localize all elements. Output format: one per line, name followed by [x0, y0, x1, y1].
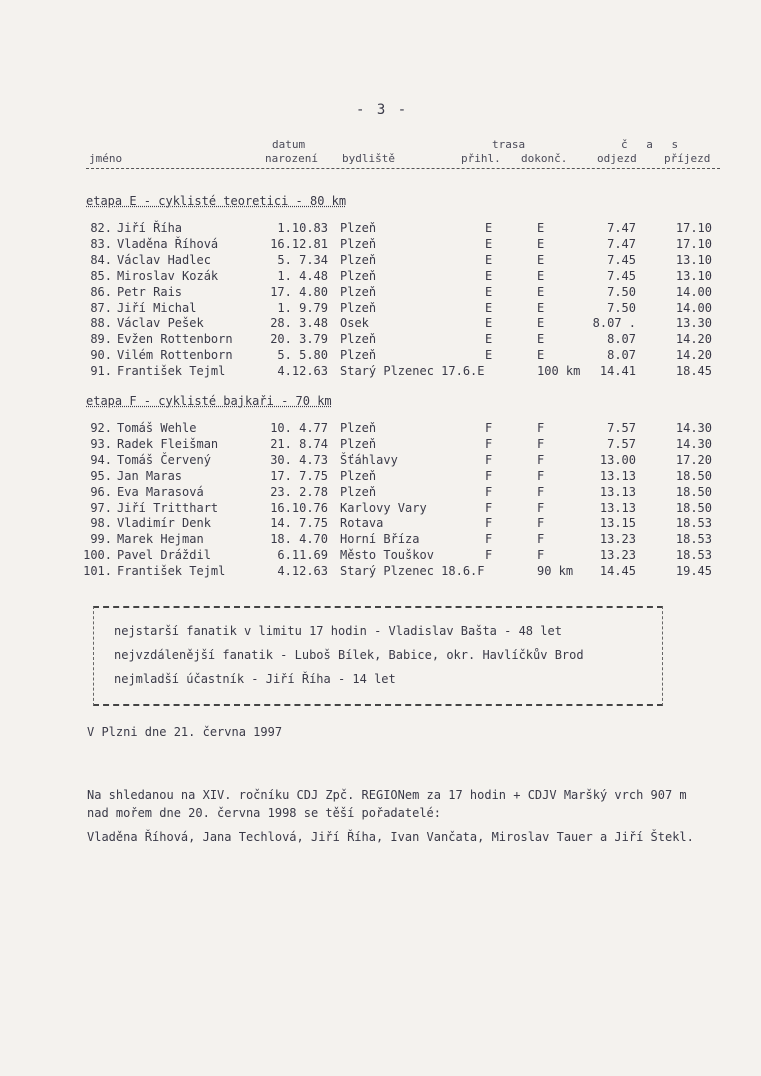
residence: Plzeň: [340, 284, 377, 299]
birth-date: 1. 4.48: [277, 268, 328, 283]
birth-date: 17. 7.75: [270, 468, 328, 483]
participant-number: 82.: [90, 221, 112, 235]
departure-time: 13.13: [599, 468, 636, 483]
participant-name: Radek Fleišman: [117, 436, 219, 451]
route-finished: F: [537, 452, 545, 467]
route-finished: 90 km: [537, 564, 574, 579]
participant-name: Jiří Michal: [117, 300, 197, 315]
residence: Plzeň: [340, 468, 377, 483]
header-date-top: datum: [272, 138, 306, 151]
table-row: [0, 364, 761, 381]
table-row: [0, 301, 761, 318]
arrival-time: 14.00: [675, 284, 712, 299]
participant-number: 86.: [90, 284, 112, 299]
birth-date: 17. 4.80: [270, 284, 328, 299]
departure-time: 7.50: [607, 284, 636, 299]
participant-number: 100.: [83, 548, 112, 563]
arrival-time: 14.30: [675, 436, 712, 451]
table-row: [0, 437, 761, 454]
table-row: [0, 253, 761, 270]
route-finished: E: [537, 236, 545, 251]
table-row: [0, 221, 761, 238]
departure-time: 13.23: [599, 548, 636, 563]
header-time-arr: příjezd: [664, 152, 711, 165]
participant-number: 90.: [90, 348, 112, 363]
participant-name: Jiří Říha: [117, 221, 183, 235]
arrival-time: 18.53: [675, 532, 712, 547]
participant-name: Vladěna Říhová: [117, 236, 219, 251]
route-finished: F: [537, 484, 545, 499]
route-finished: F: [537, 516, 545, 531]
participant-name: Vladimír Denk: [117, 516, 211, 531]
birth-date: 16.10.76: [270, 500, 328, 515]
route-registered: E: [485, 284, 493, 299]
header-name: jméno: [89, 152, 123, 165]
departure-time: 7.57: [607, 436, 636, 451]
table-row: [0, 548, 761, 565]
table-row: [0, 316, 761, 333]
participant-name: Tomáš Červený: [117, 452, 211, 467]
arrival-time: 18.45: [675, 364, 712, 379]
table-row: [0, 332, 761, 349]
residence: Šťáhlavy: [340, 452, 398, 467]
header-route-fin: dokonč.: [521, 152, 568, 165]
participant-number: 89.: [90, 332, 112, 347]
departure-time: 14.45: [599, 564, 636, 579]
residence: Plzeň: [340, 221, 377, 235]
residence: Karlovy Vary: [340, 500, 427, 515]
birth-date: 28. 3.48: [270, 316, 328, 331]
closing-line-1: Na shledanou na XIV. ročníku CDJ Zpč. REGIONem za 17 hodin + CDJV Maršký vrch 907 m: [87, 788, 687, 802]
residence: Plzeň: [340, 252, 377, 267]
route-finished: 100 km: [537, 364, 581, 379]
birth-date: 14. 7.75: [270, 516, 328, 531]
departure-time: 7.47: [607, 236, 636, 251]
participant-number: 101.: [83, 564, 112, 579]
route-registered: F: [485, 516, 493, 531]
participant-name: Jan Maras: [117, 468, 183, 483]
departure-time: 13.13: [599, 500, 636, 515]
route-finished: F: [537, 548, 545, 563]
residence: Starý Plzenec 17.6.E: [340, 364, 485, 379]
route-finished: E: [537, 221, 545, 235]
table-row: [0, 269, 761, 286]
participant-name: Jiří Tritthart: [117, 500, 219, 515]
closing-line-3: Vladěna Říhová, Jana Techlová, Jiří Říha, Ivan Vančata, Miroslav Tauer a Jiří Štekl.: [87, 830, 694, 844]
participant-name: Evžen Rottenborn: [117, 332, 233, 347]
box-oldest: nejstarší fanatik v limitu 17 hodin - Vladislav Bašta - 48 let: [114, 624, 562, 638]
box-youngest: nejmladší účastník - Jiří Říha - 14 let: [114, 672, 396, 686]
arrival-time: 13.10: [675, 268, 712, 283]
place-date: V Plzni dne 21. června 1997: [87, 725, 283, 739]
birth-date: 21. 8.74: [270, 436, 328, 451]
birth-date: 30. 4.73: [270, 452, 328, 467]
header-date-bottom: narození: [265, 152, 318, 165]
arrival-time: 14.00: [675, 300, 712, 315]
route-finished: E: [537, 316, 545, 331]
arrival-time: 18.50: [675, 484, 712, 499]
departure-time: 7.57: [607, 421, 636, 435]
route-registered: F: [485, 500, 493, 515]
route-finished: E: [537, 284, 545, 299]
route-registered: E: [485, 221, 493, 235]
departure-time: 8.07 .: [592, 316, 636, 331]
arrival-time: 19.45: [675, 564, 712, 579]
residence: Horní Bříza: [340, 532, 420, 547]
departure-time: 8.07: [607, 332, 636, 347]
participant-name: Marek Hejman: [117, 532, 204, 547]
birth-date: 1. 9.79: [277, 300, 328, 315]
participant-name: Václav Pešek: [117, 316, 204, 331]
birth-date: 4.12.63: [277, 364, 328, 379]
arrival-time: 14.30: [675, 421, 712, 435]
box-farthest: nejvzdálenější fanatik - Luboš Bílek, Babice, okr. Havlíčkův Brod: [114, 648, 584, 662]
route-registered: E: [485, 252, 493, 267]
route-finished: F: [537, 500, 545, 515]
residence: Plzeň: [340, 332, 377, 347]
participant-number: 93.: [90, 436, 112, 451]
participant-number: 92.: [90, 421, 112, 435]
participant-number: 99.: [90, 532, 112, 547]
departure-time: 13.15: [599, 516, 636, 531]
arrival-time: 13.10: [675, 252, 712, 267]
route-registered: E: [485, 348, 493, 363]
route-finished: F: [537, 421, 545, 435]
residence: Starý Plzenec 18.6.F: [340, 564, 485, 579]
table-row: [0, 237, 761, 254]
route-finished: E: [537, 348, 545, 363]
departure-time: 7.47: [607, 221, 636, 235]
residence: Plzeň: [340, 348, 377, 363]
records-box: [93, 606, 663, 706]
route-registered: E: [485, 300, 493, 315]
arrival-time: 18.50: [675, 500, 712, 515]
departure-time: 13.13: [599, 484, 636, 499]
birth-date: 5. 5.80: [277, 348, 328, 363]
participant-number: 88.: [90, 316, 112, 331]
participant-number: 98.: [90, 516, 112, 531]
table-row: [0, 485, 761, 502]
participant-number: 91.: [90, 364, 112, 379]
route-registered: F: [485, 436, 493, 451]
participant-name: Václav Hadlec: [117, 252, 211, 267]
route-registered: E: [485, 332, 493, 347]
participant-number: 84.: [90, 252, 112, 267]
table-row: [0, 285, 761, 302]
departure-time: 14.41: [599, 364, 636, 379]
arrival-time: 18.50: [675, 468, 712, 483]
route-registered: F: [485, 421, 493, 435]
arrival-time: 17.10: [675, 221, 712, 235]
header-route-top: trasa: [492, 138, 526, 151]
table-row: [0, 421, 761, 438]
table-row: [0, 501, 761, 518]
route-registered: F: [485, 548, 493, 563]
birth-date: 20. 3.79: [270, 332, 328, 347]
route-finished: E: [537, 300, 545, 315]
arrival-time: 14.20: [675, 332, 712, 347]
participant-name: Miroslav Kozák: [117, 268, 219, 283]
route-registered: F: [485, 452, 493, 467]
departure-time: 8.07: [607, 348, 636, 363]
route-finished: E: [537, 332, 545, 347]
participant-name: Eva Marasová: [117, 484, 204, 499]
route-registered: E: [485, 268, 493, 283]
participant-number: 83.: [90, 236, 112, 251]
arrival-time: 18.53: [675, 516, 712, 531]
page-number: - 3 -: [356, 102, 409, 118]
route-finished: F: [537, 436, 545, 451]
birth-date: 10. 4.77: [270, 421, 328, 435]
participant-name: František Tejml: [117, 564, 226, 579]
participant-number: 97.: [90, 500, 112, 515]
residence: Plzeň: [340, 300, 377, 315]
table-row: [0, 348, 761, 365]
route-registered: E: [485, 236, 493, 251]
arrival-time: 14.20: [675, 348, 712, 363]
table-row: [0, 532, 761, 549]
route-registered: F: [485, 468, 493, 483]
birth-date: 18. 4.70: [270, 532, 328, 547]
arrival-time: 13.30: [675, 316, 712, 331]
route-registered: F: [485, 484, 493, 499]
birth-date: 16.12.81: [270, 236, 328, 251]
closing-line-2: nad mořem dne 20. června 1998 se těší pořadatelé:: [87, 806, 442, 820]
residence: Rotava: [340, 516, 384, 531]
birth-date: 6.11.69: [277, 548, 328, 563]
residence: Plzeň: [340, 421, 377, 435]
birth-date: 4.12.63: [277, 564, 328, 579]
participant-number: 96.: [90, 484, 112, 499]
residence: Osek: [340, 316, 369, 331]
header-route-reg: přihl.: [461, 152, 501, 165]
arrival-time: 18.53: [675, 548, 712, 563]
header-rule: [86, 168, 720, 169]
section-f-title: etapa F - cyklisté bajkaři - 70 km: [86, 394, 332, 408]
departure-time: 13.00: [599, 452, 636, 467]
participant-name: Petr Rais: [117, 284, 183, 299]
residence: Plzeň: [340, 268, 377, 283]
residence: Plzeň: [340, 236, 377, 251]
participant-name: Pavel Dráždil: [117, 548, 211, 563]
participant-number: 85.: [90, 268, 112, 283]
participant-number: 87.: [90, 300, 112, 315]
route-registered: F: [485, 532, 493, 547]
departure-time: 13.23: [599, 532, 636, 547]
header-city: bydliště: [342, 152, 395, 165]
table-row: [0, 516, 761, 533]
departure-time: 7.45: [607, 252, 636, 267]
birth-date: 1.10.83: [277, 221, 328, 235]
departure-time: 7.45: [607, 268, 636, 283]
participant-number: 94.: [90, 452, 112, 467]
participant-number: 95.: [90, 468, 112, 483]
route-finished: E: [537, 268, 545, 283]
route-finished: F: [537, 468, 545, 483]
birth-date: 5. 7.34: [277, 252, 328, 267]
residence: Plzeň: [340, 436, 377, 451]
participant-name: Tomáš Wehle: [117, 421, 197, 435]
participant-name: František Tejml: [117, 364, 226, 379]
table-row: [0, 469, 761, 486]
participant-name: Vilém Rottenborn: [117, 348, 233, 363]
route-finished: E: [537, 252, 545, 267]
route-registered: E: [485, 316, 493, 331]
residence: Plzeň: [340, 484, 377, 499]
arrival-time: 17.20: [675, 452, 712, 467]
arrival-time: 17.10: [675, 236, 712, 251]
birth-date: 23. 2.78: [270, 484, 328, 499]
table-row: [0, 564, 761, 581]
section-e-title: etapa E - cyklisté teoretici - 80 km: [86, 194, 347, 208]
header-time-dep: odjezd: [597, 152, 637, 165]
table-row: [0, 453, 761, 470]
header-time-top: č a s: [621, 138, 685, 151]
residence: Město Touškov: [340, 548, 434, 563]
departure-time: 7.50: [607, 300, 636, 315]
route-finished: F: [537, 532, 545, 547]
